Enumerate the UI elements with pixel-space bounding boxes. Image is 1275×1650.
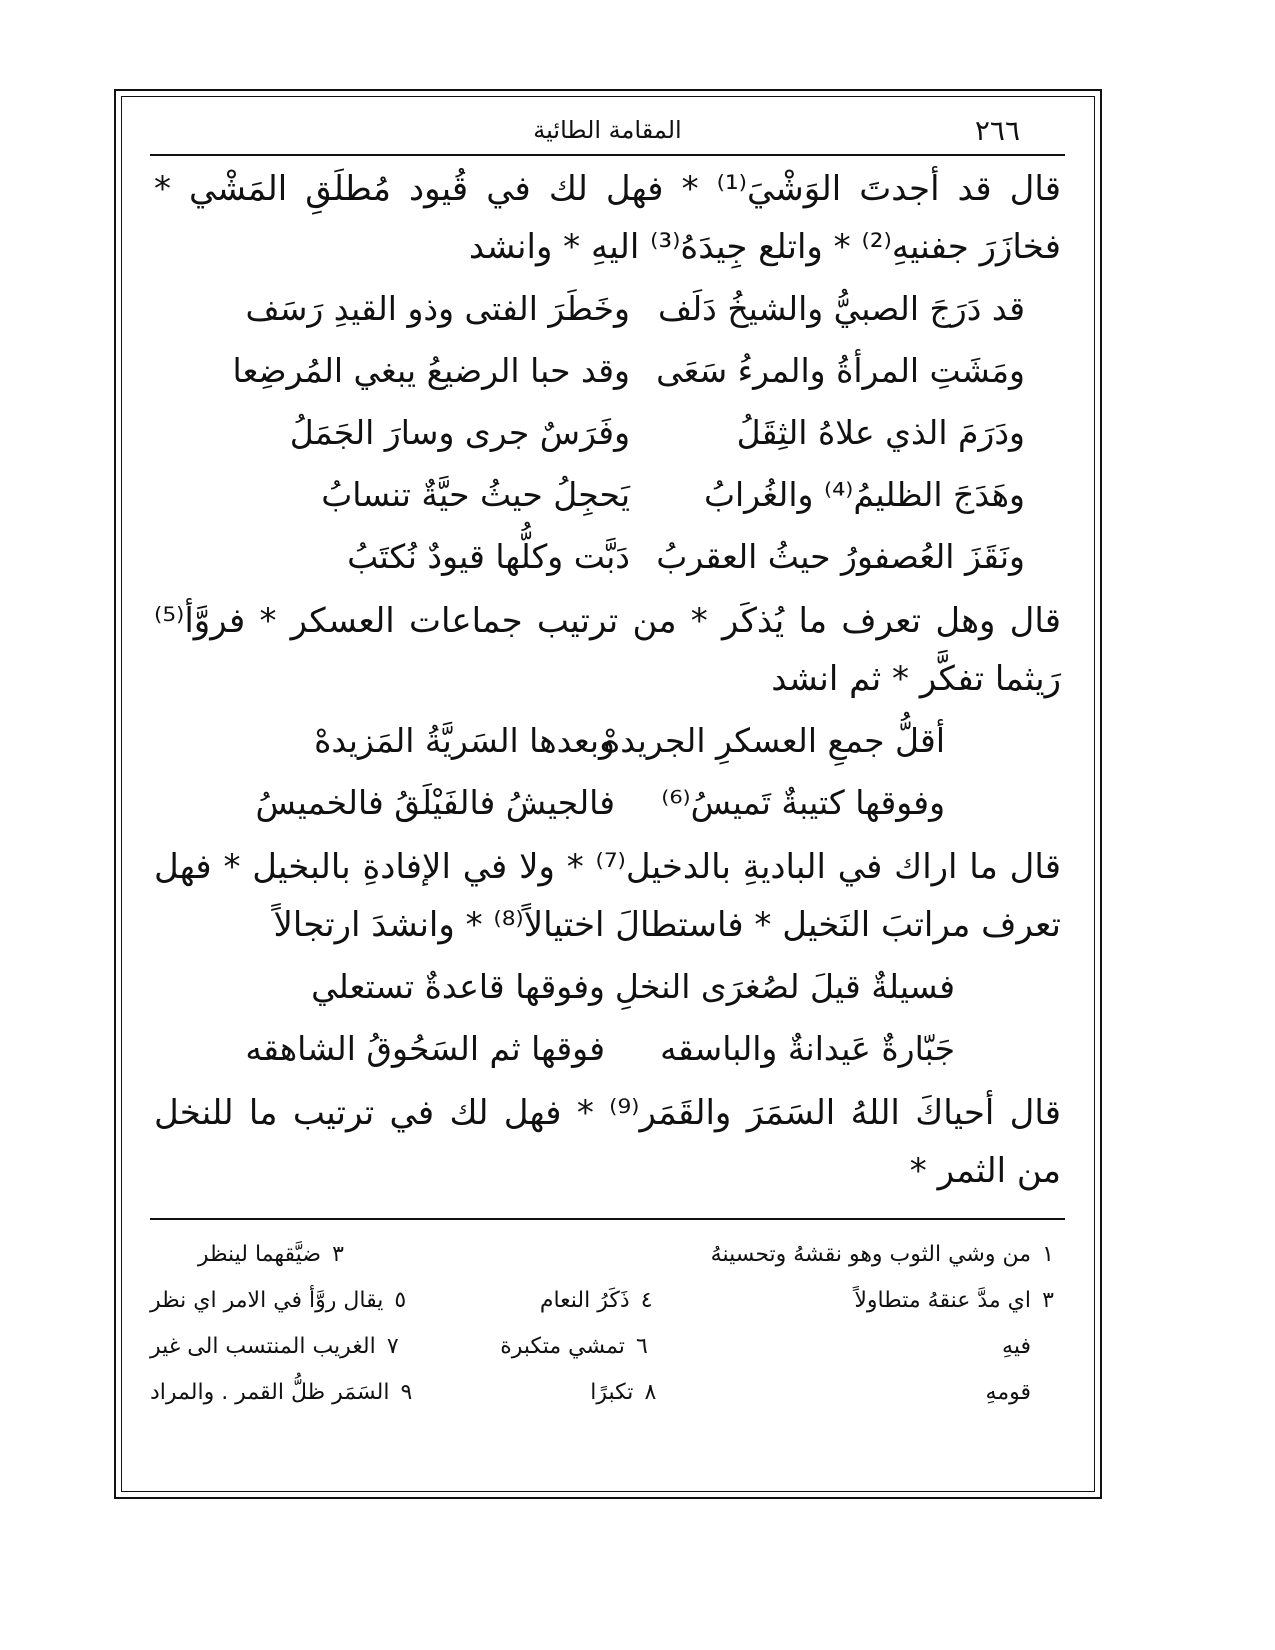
footnote-text: اي مدَّ عنقهُ متطاولاً — [854, 1288, 1031, 1313]
running-title: المقامة الطائية — [533, 116, 682, 144]
verse-line — [150, 278, 1065, 340]
verse-first-half: ودَرَمَ الذي علاهُ الثِقَلُ — [736, 413, 1025, 452]
footnote-text: من وشي الثوب وهو نقشهُ وتحسينهُ — [710, 1242, 1031, 1267]
footnote — [417, 1278, 663, 1324]
verse-second-half: وقد حبا الرضيعُ يبغي المُرضِعا — [232, 351, 630, 390]
footnote-text: فيهِ — [1002, 1334, 1031, 1359]
footnote-text: ضيَّقهما لينظر — [197, 1242, 321, 1267]
verse-line — [150, 526, 1065, 588]
footnote — [150, 1278, 417, 1324]
verse-line — [150, 710, 1065, 772]
footnote-text: يقال روَّأ في الامر اي نظر — [150, 1288, 384, 1313]
footnote — [410, 1324, 659, 1370]
verse-second-half: وخَطَرَ الفتى وذو القيدِ رَسَف — [245, 289, 630, 328]
footnote-text: قومهِ — [985, 1380, 1031, 1405]
footnote-row — [150, 1324, 1065, 1370]
footnote-text: تكبرًا — [590, 1380, 634, 1405]
footnote-text: السَمَر ظلُّ القمر . والمراد — [150, 1380, 390, 1405]
verse-line — [150, 402, 1065, 464]
footnote — [150, 1324, 410, 1370]
footnote-row — [150, 1278, 1065, 1324]
footnote-number: ٤ — [640, 1288, 653, 1313]
footnote — [423, 1370, 667, 1416]
footnote — [150, 1370, 423, 1416]
footnote — [625, 1232, 1065, 1278]
verse-first-half: وفوقها كتيبةٌ تَميسُ⁽⁶⁾ — [661, 783, 945, 822]
prose-paragraph-3: قال ما اراك في الباديةِ بالدخيل⁽⁷⁾ * ولا في الإفادةِ بالبخيل * فهل تعرف مراتبَ النَخيل * فاستطالَ اختيالاً⁽⁸⁾ * وانشدَ ارتجالاً — [154, 847, 1061, 945]
poem-2 — [150, 710, 1065, 834]
footnote-number — [1031, 1370, 1065, 1416]
page-number: ٢٦٦ — [974, 114, 1020, 147]
verse-second-half: وفَرَسٌ جرى وسارَ الجَمَلُ — [289, 413, 630, 452]
poem-3 — [150, 956, 1065, 1080]
footnote-row — [150, 1232, 1065, 1278]
poem-1 — [150, 278, 1065, 588]
footnote — [198, 1232, 355, 1278]
footnote — [664, 1278, 1065, 1324]
footnote-row — [150, 1370, 1065, 1416]
page-header — [150, 108, 1065, 156]
footnote — [667, 1370, 1065, 1416]
footnote-number: ١ — [1042, 1242, 1054, 1267]
footnote — [659, 1324, 1065, 1370]
verse-line — [150, 772, 1065, 834]
footnote-number — [591, 1232, 625, 1278]
verse-second-half: فوقها ثم السَحُوقُ الشاهقه — [245, 1029, 605, 1068]
verse-first-half: وهَدَجَ الظليمُ⁽⁴⁾ والغُرابُ — [703, 475, 1025, 514]
verse-first-half: جَبّارةٌ عَيدانةٌ والباسقه — [660, 1029, 955, 1068]
verse-first-half: فسيلةٌ قيلَ لصُغرَى النخلِ — [614, 967, 955, 1006]
verse-first-half: ومَشَتِ المرأةُ والمرءُ سَعَى — [656, 351, 1025, 390]
footnote-number: ٣ — [332, 1242, 344, 1267]
verse-second-half: وبعدها السَريَّةُ المَزيدهْ — [314, 721, 615, 760]
footnote-number: ٦ — [636, 1334, 648, 1359]
verse-second-half: دَبَّت وكلُّها قيودٌ نُكتَبُ — [347, 537, 630, 576]
footnote-divider — [150, 1218, 1065, 1220]
verse-second-half: فالجيشُ فالفَيْلَقُ فالخميسُ — [255, 783, 615, 822]
verse-second-half: يَحجِلُ حيثُ حيَّةٌ تنسابُ — [321, 475, 630, 514]
verse-line — [150, 464, 1065, 526]
verse-first-half: ونَقَزَ العُصفورُ حيثُ العقربُ — [656, 537, 1025, 576]
footnote-number: ٩ — [400, 1380, 413, 1405]
verse-second-half: وفوقها قاعدةٌ تستعلي — [311, 967, 605, 1006]
footnote-text: الغريب المنتسب الى غير — [150, 1334, 376, 1359]
verse-first-half: قد دَرَجَ الصبيُّ والشيخُ دَلَف — [657, 289, 1025, 328]
footnote-number: ٨ — [644, 1380, 657, 1405]
prose-paragraph-1: قال قد أجدتَ الوَشْيَ⁽¹⁾ * فهل لك في قُيود مُطلَقِ المَشْي * فخازَرَ جفنيهِ⁽²⁾ * واتلع جِيدَهُ⁽³⁾ اليهِ * وانشد — [154, 169, 1061, 267]
prose-paragraph-4: قال أحياكَ اللهُ السَمَرَ والقَمَر⁽⁹⁾ * فهل لك في ترتيب ما للنخل من الثمر * — [154, 1093, 1061, 1191]
footnote-text: تمشي متكبرة — [500, 1334, 625, 1359]
verse-line — [150, 1018, 1065, 1080]
footnote — [355, 1232, 625, 1278]
footnote-number — [1031, 1324, 1065, 1370]
footnote-number: ٧ — [386, 1334, 399, 1359]
book-page — [150, 108, 1065, 1478]
footnotes — [150, 1232, 1065, 1416]
verse-line — [150, 340, 1065, 402]
verse-line — [150, 956, 1065, 1018]
footnote-text: ذَكَرُ النعام — [539, 1288, 630, 1313]
prose-paragraph-2: قال وهل تعرف ما يُذكَر * من ترتيب جماعات العسكر * فروَّأ⁽⁵⁾ رَيثما تفكَّر * ثم انشد — [154, 601, 1061, 699]
footnote-number: ٣ — [1042, 1288, 1054, 1313]
verse-first-half: أقلُّ جمعِ العسكرِ الجريدهْ — [603, 721, 945, 760]
footnote-number: ٥ — [394, 1288, 407, 1313]
